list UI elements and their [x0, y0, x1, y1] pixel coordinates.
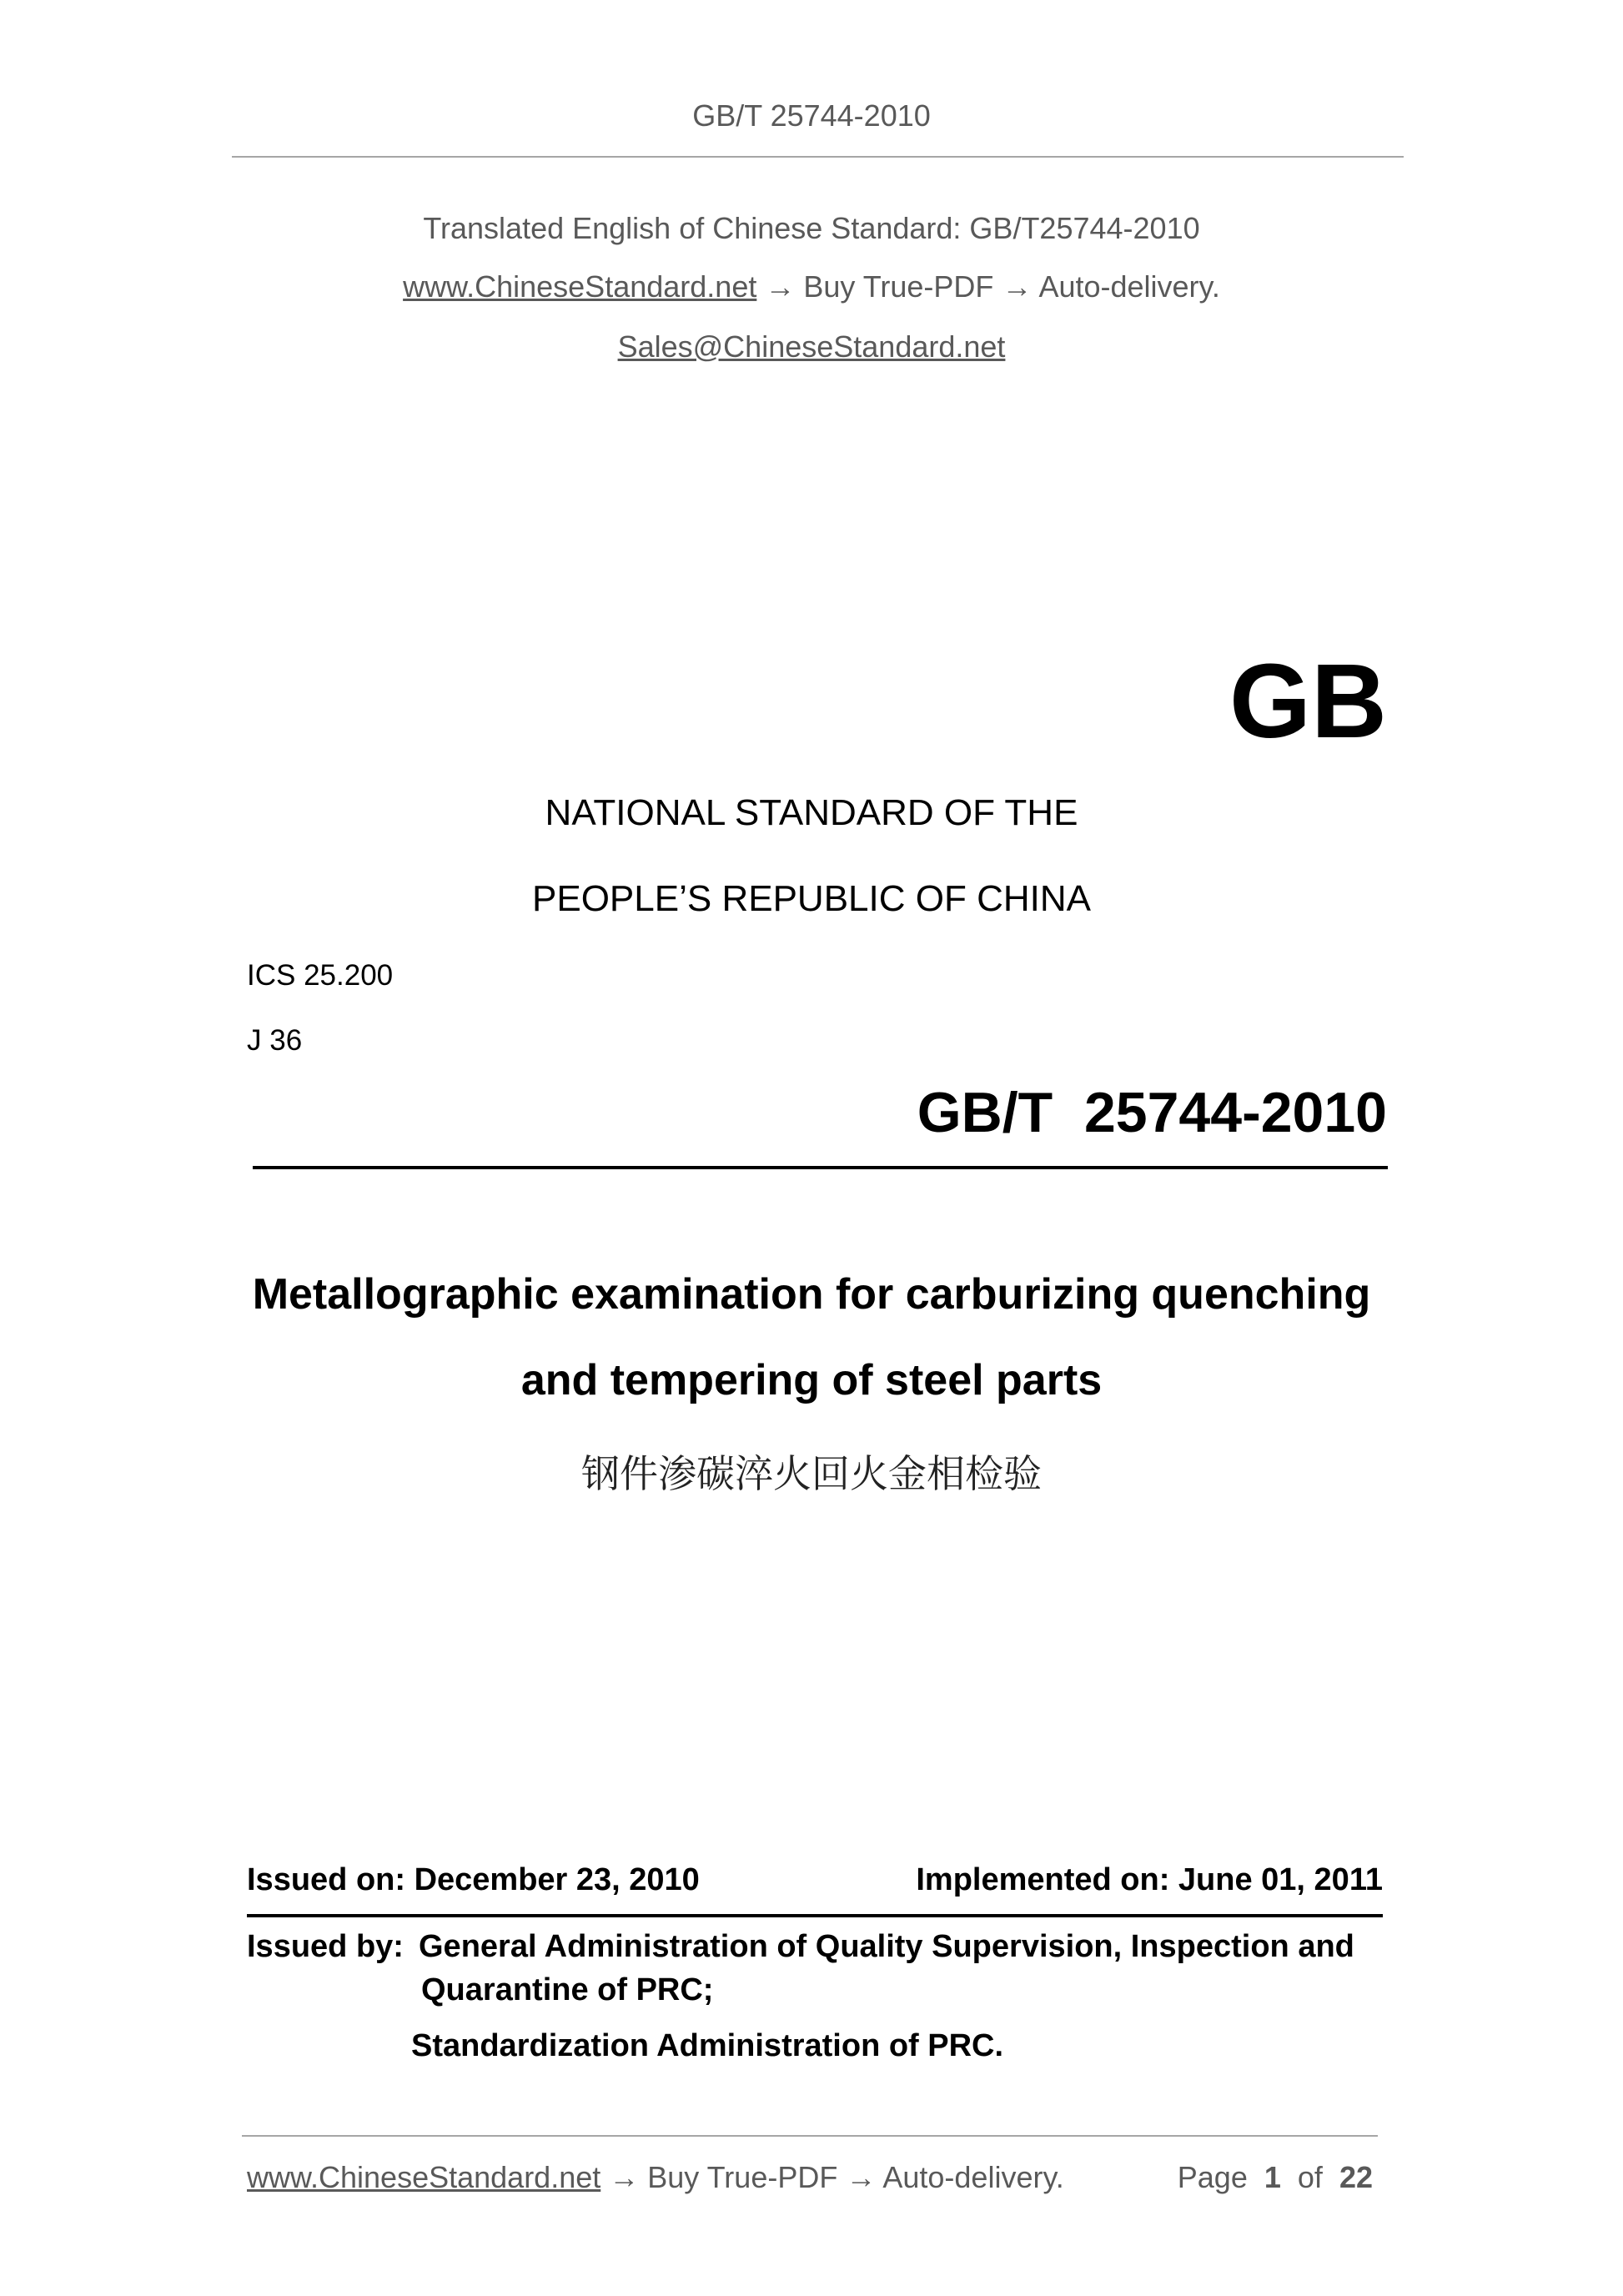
implemented-on-date: Implemented on: June 01, 2011 — [916, 1862, 1383, 1897]
footer-promo — [247, 2160, 1064, 2195]
issuer-line3: Standardization Administration of PRC. — [411, 2028, 1004, 2063]
arrow-icon: → — [600, 2160, 648, 2194]
ccs-code: J 36 — [247, 1024, 303, 1057]
issue-divider — [247, 1914, 1383, 1917]
chinese-title: 钢件渗碳淬火回火金相检验 — [581, 1452, 1042, 1495]
footer-site-link[interactable]: www.ChineseStandard.net — [247, 2160, 601, 2194]
page-indicator — [1178, 2160, 1373, 2195]
buy-pdf-text: Buy True-PDF — [803, 269, 994, 304]
issuer-line2: Quarantine of PRC; — [421, 1972, 714, 2007]
arrow-icon: → — [993, 269, 1039, 304]
ics-code: ICS 25.200 — [247, 959, 394, 992]
sales-email-link[interactable]: Sales@ChineseStandard.net — [617, 329, 1006, 364]
footer-divider — [242, 2135, 1378, 2137]
auto-delivery-text: Auto-delivery. — [1038, 269, 1220, 304]
footer-buy-text: Buy True-PDF — [647, 2160, 838, 2194]
page-label: Page — [1177, 2160, 1248, 2194]
sales-line — [0, 329, 1623, 364]
page-of-label: of — [1297, 2160, 1323, 2194]
header-divider — [232, 156, 1404, 158]
translated-notice: Translated English of Chinese Standard: GB/T25744-2010 — [423, 211, 1200, 245]
national-standard-line: NATIONAL STANDARD OF THE — [545, 792, 1078, 833]
site-link[interactable]: www.ChineseStandard.net — [403, 269, 757, 304]
english-title-line2: and tempering of steel parts — [520, 1356, 1103, 1404]
standard-number: GB/T 25744-2010 — [917, 1081, 1387, 1144]
page-total: 22 — [1339, 2160, 1373, 2194]
promo-line — [0, 269, 1623, 304]
running-header: GB/T 25744-2010 — [692, 98, 931, 133]
republic-line: PEOPLE’S REPUBLIC OF CHINA — [532, 878, 1091, 919]
gb-mark: GB — [1229, 642, 1387, 760]
arrow-icon: → — [756, 269, 804, 304]
english-title-line1: Metallographic examination for carburizing quenching — [252, 1270, 1371, 1319]
issuer-line1: General Administration of Quality Supervision, Inspection and — [419, 1929, 1354, 1964]
arrow-icon: → — [837, 2160, 883, 2194]
page-current: 1 — [1264, 2160, 1281, 2194]
issued-on-date: Issued on: December 23, 2010 — [247, 1862, 700, 1897]
standard-number-rule — [253, 1166, 1388, 1169]
issued-by-label: Issued by: — [247, 1929, 404, 1964]
footer-delivery-text: Auto-delivery. — [882, 2160, 1064, 2194]
